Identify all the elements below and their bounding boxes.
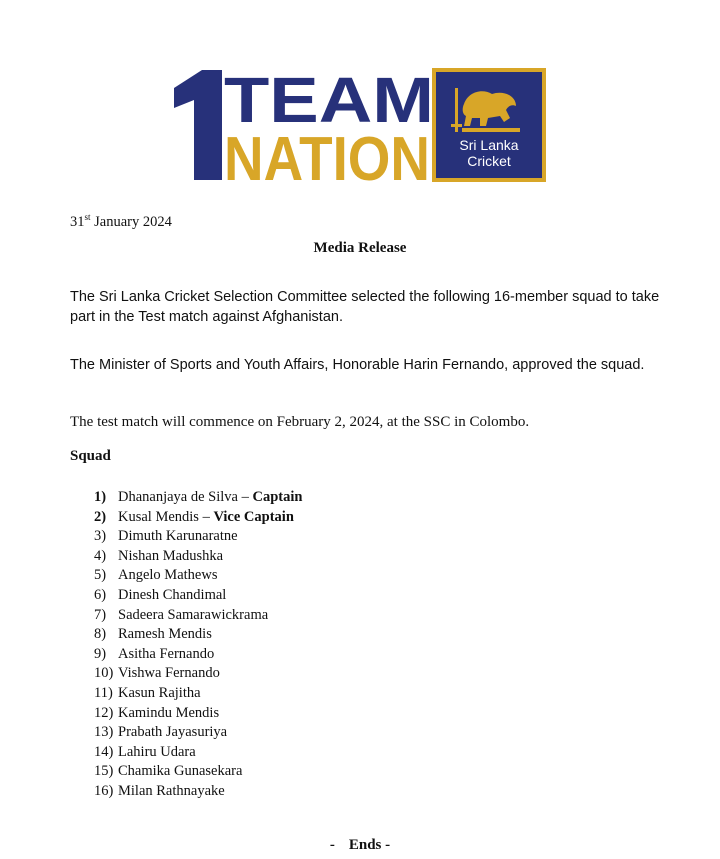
list-item: 9) Asitha Fernando [94, 645, 215, 662]
team-nation-logo [172, 68, 546, 184]
vice-captain-role: Vice Captain [213, 508, 294, 525]
list-item: 2) Kusal Mendis – Vice Captain [94, 508, 294, 525]
list-item: 14) Lahiru Udara [94, 743, 196, 760]
release-date: 31st January 2024 [70, 212, 172, 230]
list-item: 8) Ramesh Mendis [94, 626, 212, 643]
squad-list [94, 488, 302, 802]
ends-marker: - Ends - [329, 837, 391, 853]
captain-role: Captain [252, 489, 303, 505]
list-item: 5) Angelo Mathews [94, 567, 218, 584]
logo-team-text: TEAM [224, 68, 434, 136]
date-suffix: st [84, 212, 91, 223]
paragraph-selection: The Sri Lanka Cricket Selection Committee selected the following 16-member squad to take part in the Test match against Afghanistan. [70, 289, 660, 325]
list-item: 6) Dinesh Chandimal [94, 586, 227, 603]
badge-line2: Cricket [467, 153, 511, 169]
logo-nation-text: NATION [224, 125, 430, 184]
list-item: 13) Prabath Jayasuriya [94, 724, 228, 741]
logo-digit-one [174, 70, 222, 180]
list-item: 1) Dhananjaya de Silva – Captain [94, 489, 303, 505]
page-title: Media Release [313, 240, 407, 256]
list-item: 12) Kamindu Mendis [94, 704, 220, 721]
list-item: 7) Sadeera Samarawickrama [94, 606, 269, 623]
list-item: 4) Nishan Madushka [94, 547, 224, 564]
list-item: 10) Vishwa Fernando [94, 665, 220, 682]
list-item: 11) Kasun Rajitha [94, 684, 201, 701]
list-item: 15) Chamika Gunasekara [94, 763, 243, 780]
paragraph-approval: The Minister of Sports and Youth Affairs, Honorable Harin Fernando, approved the squad. [70, 357, 645, 373]
paragraph-venue: The test match will commence on February 2, 2024, at the SSC in Colombo. [70, 414, 530, 430]
badge-line1: Sri Lanka [459, 137, 519, 153]
squad-heading: Squad [70, 448, 111, 464]
list-item: 3) Dimuth Karunaratne [94, 528, 238, 545]
list-item: 16) Milan Rathnayake [94, 782, 225, 799]
